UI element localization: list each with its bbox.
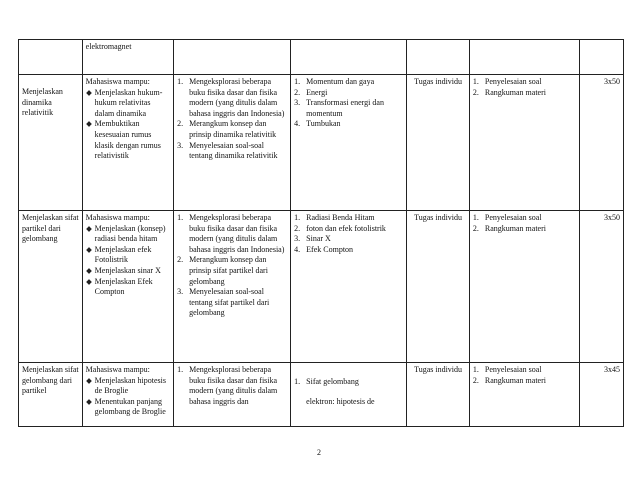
- objective-cell: [82, 40, 173, 75]
- list-item: Menjelaskan Efek Compton: [86, 277, 170, 298]
- activity-list: [177, 77, 287, 162]
- activity-list: [177, 213, 287, 319]
- activity-cell: [174, 40, 291, 75]
- assignment-cell: [469, 75, 579, 211]
- objective-lead: Mahasiswa mampu:: [85, 213, 150, 222]
- list-item: 1. Sifat gelombang: [294, 377, 359, 386]
- objective-list: [86, 88, 170, 162]
- assessment-cell: [407, 40, 470, 75]
- list-item: 3. Transformasi energi dan momentum: [294, 98, 384, 118]
- material-list: [294, 213, 403, 255]
- list-item: 3. Menyelesaian soal-soal tentang sifat partikel dari gelombang: [177, 287, 270, 318]
- list-item: Menjelaskan (konsep) radiasi benda hitam: [86, 224, 170, 245]
- topic-cell: Menjelaskan sifat partikel dari gelombang: [19, 211, 83, 363]
- list-item: 2. Energi: [294, 87, 328, 97]
- objective-lead: Mahasiswa mampu:: [85, 77, 150, 86]
- list-item: 3. Menyelesaian soal-soal tentang dinamika relativitik: [177, 140, 278, 161]
- list-item: Menjelaskan hipotesis de Broglie: [86, 376, 170, 397]
- page-number: 2: [317, 448, 321, 457]
- time-cell: 3x45: [579, 363, 623, 427]
- objective-list: [86, 224, 170, 298]
- assignment-cell: [469, 40, 579, 75]
- material-list: [294, 377, 403, 388]
- assignment-cell: [469, 211, 579, 363]
- activity-cell: [174, 211, 291, 363]
- topic-cell: [19, 40, 83, 75]
- material-cell: [291, 75, 407, 211]
- topic-cell: [19, 75, 83, 211]
- list-item: 3. Sinar X: [294, 234, 331, 244]
- material-cell: [291, 40, 407, 75]
- list-item: 1. Penyelesaian soal: [472, 365, 542, 374]
- list-item: 1. Penyelesaian soal: [472, 213, 542, 222]
- assessment-cell: Tugas individu: [407, 211, 470, 363]
- objective-list: [86, 376, 170, 418]
- material-cell: [291, 363, 407, 427]
- material-list: [294, 77, 403, 130]
- list-item: 1. Penyelesaian soal: [472, 77, 542, 86]
- objective-cell: [82, 75, 173, 211]
- list-item: Menjelaskan hukum-hukum relativitas dalam dinamika: [86, 88, 170, 120]
- assignment-cell: [469, 363, 579, 427]
- table-row: [19, 75, 624, 211]
- assessment-cell: Tugas individu: [407, 75, 470, 211]
- objective-continuation: elektromagnet: [85, 42, 132, 51]
- list-item: 2. foton dan efek fotolistrik: [294, 223, 386, 233]
- objective-cell: [82, 363, 173, 427]
- table-row: [19, 40, 624, 75]
- objective-lead: Mahasiswa mampu:: [85, 365, 150, 374]
- list-item: 2. Rangkuman materi: [472, 223, 546, 233]
- assignment-list: [473, 213, 576, 234]
- time-cell: [579, 40, 623, 75]
- list-item: Menjelaskan sinar X: [86, 266, 170, 277]
- list-item: 2. Rangkuman materi: [472, 87, 546, 97]
- assignment-list: [473, 77, 576, 98]
- time-cell: 3x50: [579, 75, 623, 211]
- list-item: 1. Radiasi Benda Hitam: [294, 213, 375, 222]
- assignment-list: [473, 365, 576, 386]
- syllabus-table: [18, 39, 624, 427]
- activity-cell: [174, 75, 291, 211]
- list-item: 2. Rangkuman materi: [472, 375, 546, 385]
- list-item: Membuktikan kesesuaian rumus klasik dengan rumus relativistik: [86, 119, 170, 161]
- table-row: [19, 363, 624, 427]
- topic-text: Menjelaskan dinamika relativitik: [22, 87, 63, 118]
- list-item: Menjelaskan efek Fotolistrik: [86, 245, 170, 266]
- list-item: Menentukan panjang gelombang de Broglie: [86, 397, 170, 418]
- list-item: 1. Mengeksplorasi beberapa buku fisika dasar dan fisika modern (yang ditulis dalam bahasa inggris dan: [177, 365, 278, 406]
- material-cell: [291, 211, 407, 363]
- objective-cell: [82, 211, 173, 363]
- list-item: 1. Momentum dan gaya: [294, 77, 375, 86]
- time-cell: 3x50: [579, 211, 623, 363]
- activity-cell: [174, 363, 291, 427]
- material-continuation: elektron: hipotesis de: [306, 396, 375, 406]
- list-item: 2. Merangkum konsep dan prinsip sifat partikel dari gelombang: [177, 255, 268, 286]
- list-item: 1. Mengeksplorasi beberapa buku fisika dasar dan fisika modern (yang ditulis dalam bahasa inggris dan Indonesia): [177, 77, 285, 118]
- assessment-cell: Tugas individu: [407, 363, 470, 427]
- topic-cell: Menjelaskan sifat gelombang dari partikel: [19, 363, 83, 427]
- list-item: 1. Mengeksplorasi beberapa buku fisika dasar dan fisika modern (yang ditulis dalam bahasa inggris dan Indonesia): [177, 213, 285, 254]
- list-item: 4. Efek Compton: [294, 244, 354, 254]
- activity-list: [177, 365, 287, 407]
- list-item: 4. Tumbukan: [294, 119, 341, 129]
- list-item: 2. Merangkum konsep dan prinsip dinamika relativitik: [177, 119, 277, 139]
- table-row: [19, 211, 624, 363]
